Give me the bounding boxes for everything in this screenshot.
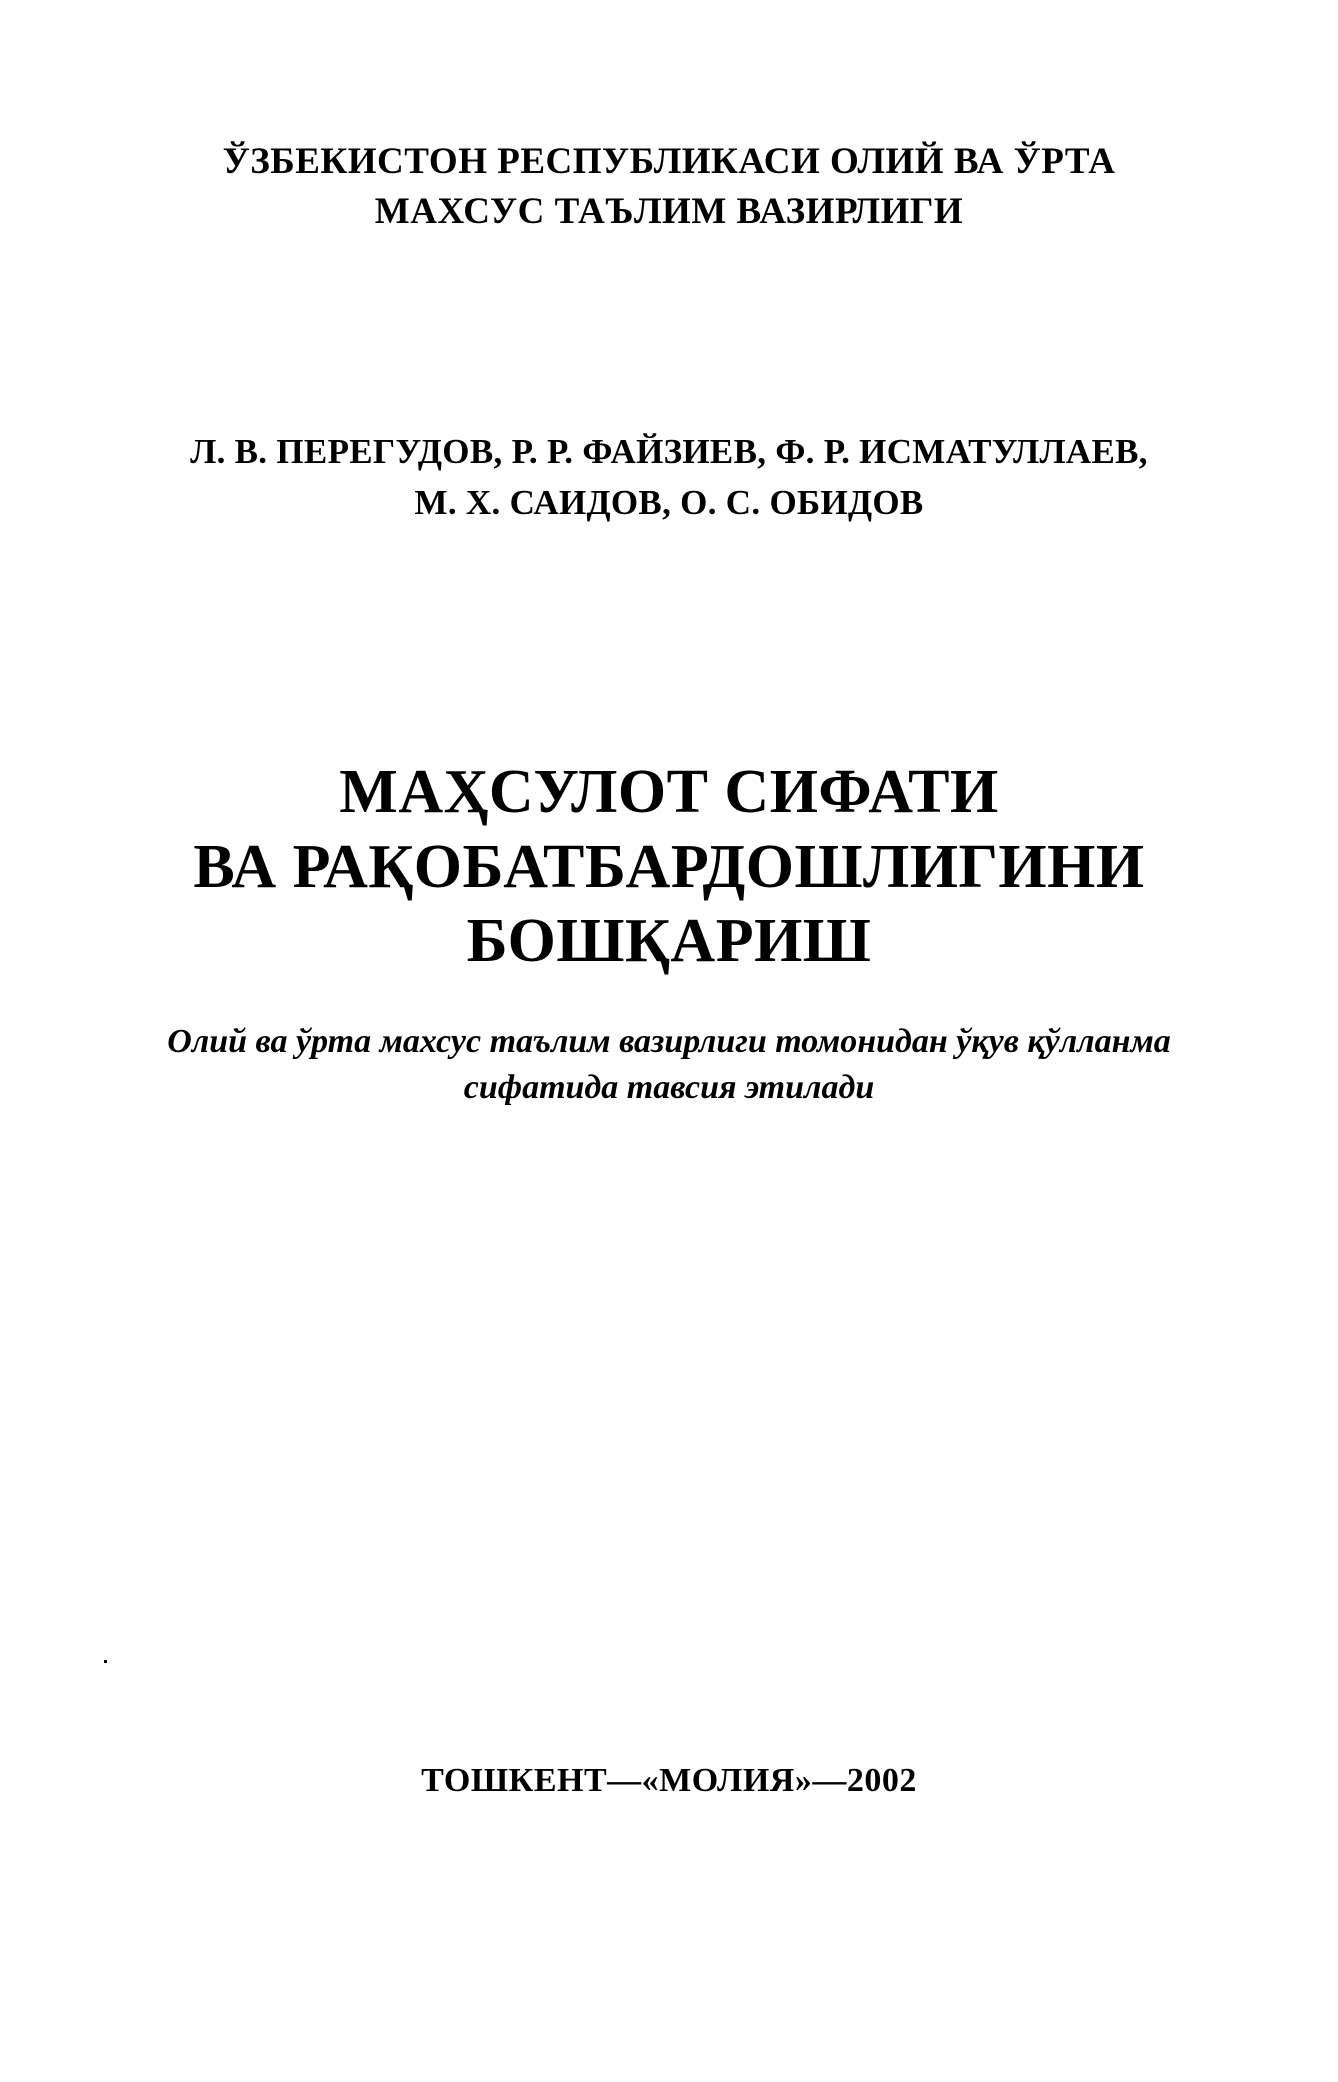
recommendation-line-1: Олий ва ўрта махсус таълим вазирлиги томонидан ўқув қўлланма (167, 1023, 1171, 1060)
ministry-line-2: МАХСУС ТАЪЛИМ ВАЗИРЛИГИ (374, 191, 964, 232)
imprint: ТОШКЕНТ—«МОЛИЯ»—2002 (421, 1762, 917, 1799)
scan-speck (104, 1660, 107, 1663)
book-title-line-3: БОШҚАРИШ (466, 907, 872, 975)
book-title-line-2: ВА РАҚОБАТБАРДОШЛИГИНИ (193, 833, 1145, 901)
book-title-line-1: МАҲСУЛОТ СИФАТИ (339, 758, 999, 826)
recommendation-line-2: сифатида тавсия этилади (463, 1069, 875, 1106)
authors-line-2: М. Х. САИДОВ, О. С. ОБИДОВ (414, 483, 924, 522)
authors-line-1: Л. В. ПЕРЕГУДОВ, Р. Р. ФАЙЗИЕВ, Ф. Р. ИСМАТУЛЛАЕВ, (190, 432, 1148, 471)
ministry-line-1: ЎЗБЕКИСТОН РЕСПУБЛИКАСИ ОЛИЙ ВА ЎРТА (222, 141, 1116, 182)
